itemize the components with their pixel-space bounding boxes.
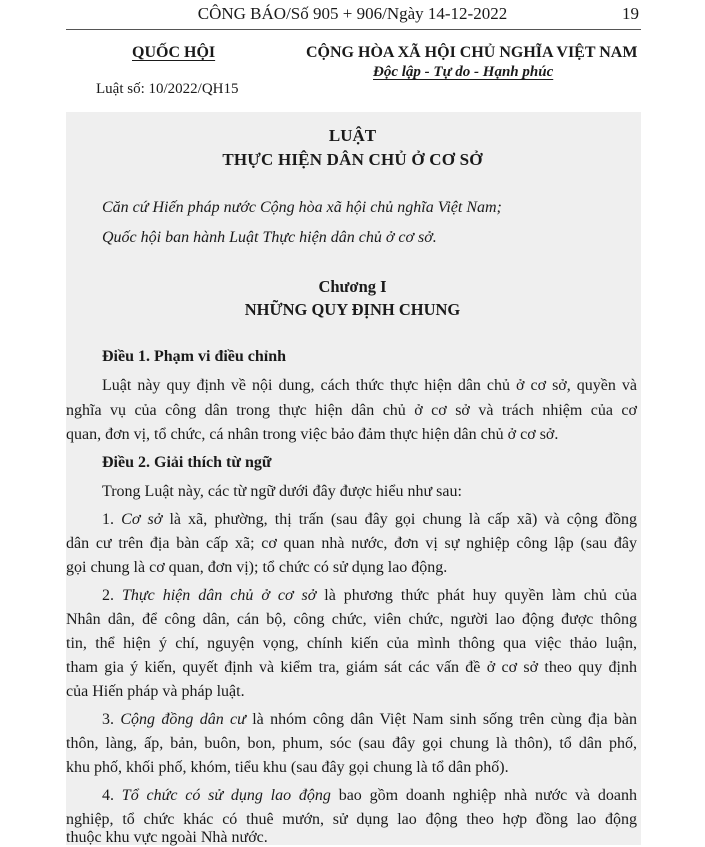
- article-2-intro: Trong Luật này, các từ ngữ dưới đây được hiểu như sau:: [102, 483, 462, 500]
- document-title: THỰC HIỆN DÂN CHỦ Ở CƠ SỞ: [222, 150, 483, 169]
- preamble-enactment: Quốc hội ban hành Luật Thực hiện dân chủ ở cơ sở.: [102, 229, 437, 246]
- issuing-body: QUỐC HỘI: [132, 44, 216, 61]
- article-1-heading: Điều 1. Phạm vi điều chỉnh: [102, 348, 287, 365]
- definition-1-first-line: 1. Cơ sở là xã, phường, thị trấn (sau đây gọi chung là cấp xã) và cộng đồng: [102, 511, 638, 528]
- definition-line: thôn, làng, ấp, bản, buôn, bon, phum, sóc (sau đây gọi chung là thôn), tổ dân phố,: [66, 735, 637, 752]
- defined-term: Thực hiện dân chủ ở cơ sở: [122, 587, 317, 604]
- article-1-line: quan, đơn vị, tổ chức, cá nhân trong việc bảo đảm thực hiện dân chủ ở cơ sở.: [66, 426, 559, 443]
- article-1-line: nghĩa vụ của công dân trong thực hiện dân chủ ở cơ sở và trách nhiệm của cơ: [66, 402, 637, 419]
- defined-term: Tổ chức có sử dụng lao động: [121, 787, 331, 804]
- definition-line: gọi chung là cơ quan, đơn vị); tổ chức có sử dụng lao động.: [66, 559, 448, 576]
- defined-term: Cộng đồng dân cư: [120, 711, 246, 728]
- definition-2-first-line: 2. Thực hiện dân chủ ở cơ sở là phương thức phát huy quyền làm chủ của: [102, 587, 638, 604]
- chapter-title: NHỮNG QUY ĐỊNH CHUNG: [244, 300, 461, 319]
- page-number: 19: [622, 4, 639, 23]
- defined-term: Cơ sở: [121, 511, 163, 528]
- gazette-header: CÔNG BÁO/Số 905 + 906/Ngày 14-12-2022: [197, 4, 508, 23]
- chapter-number: Chương I: [318, 277, 387, 296]
- definition-line: tham gia ý kiến, quyết định và kiểm tra, giám sát các vấn đề ở cơ sở theo quy định: [66, 659, 637, 676]
- law-number: Luật số: 10/2022/QH15: [96, 81, 239, 97]
- definition-line: dân cư trên địa bàn cấp xã; cơ quan nhà nước, đơn vị sự nghiệp công lập (sau đây: [66, 535, 637, 552]
- definition-line: nghiệp, tổ chức khác có thuê mướn, sử dụng lao động theo hợp đồng lao động: [66, 811, 637, 828]
- definition-line: khu phố, khối phố, khóm, tiểu khu (sau đây gọi chung là tổ dân phố).: [66, 759, 509, 776]
- definition-3-first-line: 3. Cộng đồng dân cư là nhóm công dân Việt Nam sinh sống trên cùng địa bàn: [102, 711, 638, 728]
- document-type: LUẬT: [328, 126, 377, 145]
- country-name: CỘNG HÒA XÃ HỘI CHỦ NGHĨA VIỆT NAM: [306, 44, 638, 61]
- article-2-heading: Điều 2. Giải thích từ ngữ: [102, 454, 272, 471]
- national-motto: Độc lập - Tự do - Hạnh phúc: [373, 64, 554, 80]
- definition-line: Nhân dân, để công dân, cán bộ, công chức, viên chức, người lao động được thông: [66, 611, 637, 628]
- definition-line: tin, thể hiện ý chí, nguyện vọng, chính kiến của mình thông qua việc thảo luận,: [66, 635, 637, 652]
- article-1-line: Luật này quy định về nội dung, cách thức thực hiện dân chủ ở cơ sở, quyền và: [102, 377, 637, 394]
- definition-line: của Hiến pháp và pháp luật.: [66, 683, 245, 700]
- header-rule: [66, 29, 641, 30]
- definition-4-first-line: 4. Tổ chức có sử dụng lao động bao gồm doanh nghiệp nhà nước và doanh: [102, 787, 638, 804]
- definition-line: thuộc khu vực ngoài Nhà nước.: [66, 829, 268, 846]
- preamble-basis: Căn cứ Hiến pháp nước Cộng hòa xã hội chủ nghĩa Việt Nam;: [102, 199, 502, 216]
